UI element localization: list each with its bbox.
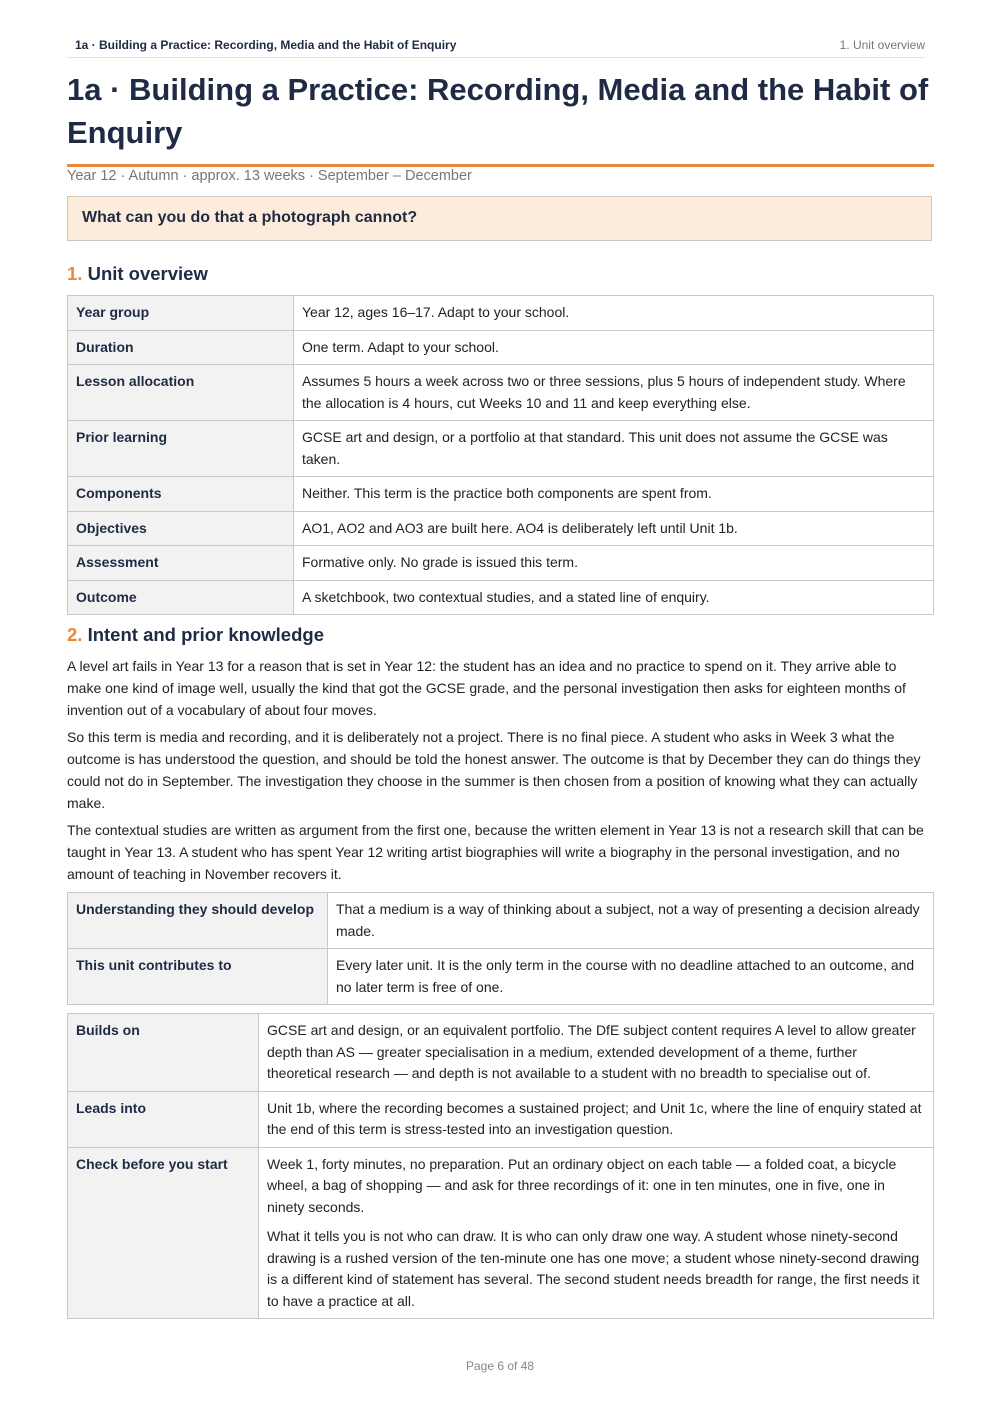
table-row [68, 365, 934, 421]
row-value: GCSE art and design, or a portfolio at that standard. This unit does not assume the GCSE was taken. [294, 421, 934, 477]
row-key: Components [68, 477, 294, 512]
row-value: One term. Adapt to your school. [294, 330, 934, 365]
paragraph: A level art fails in Year 13 for a reason that is set in Year 12: the student has an idea and no practice to spend on it. They arrive able to make one kind of image well, usually the kind that got the GCSE grade, and the personal investigation then asks for eighteen months of invention out of a vocabulary of about four moves. [67, 658, 906, 718]
row-key: Objectives [68, 511, 294, 546]
row-value: Unit 1b, where the recording becomes a sustained project; and Unit 1c, where the line of enquiry stated at the end of this term is stress-tested into an investigation question. [259, 1091, 934, 1147]
row-value: Assumes 5 hours a week across two or three sessions, plus 5 hours of independent study. Where the allocation is 4 hours, cut Weeks 10 and 11 and keep everything else. [294, 365, 934, 421]
section-title: Intent and prior knowledge [87, 624, 324, 645]
unit-meta: Year 12 · Autumn · approx. 13 weeks · September – December [67, 168, 472, 184]
row-key: Leads into [68, 1091, 259, 1147]
row-value: Neither. This term is the practice both components are spent from. [294, 477, 934, 512]
page-title: 1a · Building a Practice: Recording, Media and the Habit of Enquiry [67, 68, 934, 167]
paragraph: So this term is media and recording, and it is deliberately not a project. There is no final piece. A student who asks in Week 3 what the outcome is has understood the question, and should be told the honest answer. The outcome is that by December they can do things they could not do in September. The investigation they choose in the summer is then chosen from a position of knowing what they can actually make. [67, 729, 921, 811]
row-value: GCSE art and design, or an equivalent portfolio. The DfE subject content requires A level to allow greater depth than AS — greater specialisation in a medium, extended development of a theme, further theoretical research — and depth is not available to a student with no breadth to specialise out of. [259, 1014, 934, 1092]
paragraph: The contextual studies are written as argument from the first one, because the written element in Year 13 is not a research skill that can be taught in Year 13. A student who has spent Year 12 writing artist biographies will write a biography in the personal investigation, and no amount of teaching in November recovers it. [67, 822, 924, 882]
table-row [68, 580, 934, 615]
row-key: Check before you start [68, 1147, 259, 1319]
row-key: Assessment [68, 546, 294, 581]
table-row [68, 296, 934, 331]
table-row [68, 421, 934, 477]
section-number: 2. [67, 624, 83, 645]
row-key: This unit contributes to [68, 949, 328, 1005]
row-value: Year 12, ages 16–17. Adapt to your school. [294, 296, 934, 331]
section-number: 1. [67, 263, 83, 284]
table-row [68, 1147, 934, 1319]
row-key: Year group [68, 296, 294, 331]
table-row [68, 477, 934, 512]
table-row [68, 949, 934, 1005]
paragraph: Week 1, forty minutes, no preparation. Put an ordinary object on each table — a folded coat, a bicycle wheel, a bag of shopping — and ask for three recordings of it: one in ten minutes, one in five, one in ninety seconds. [267, 1155, 897, 1215]
row-value: A sketchbook, two contextual studies, and a stated line of enquiry. [294, 580, 934, 615]
paragraph: What it tells you is not who can draw. It is who can only draw one way. A student whose ninety-second drawing is a rushed version of the ten-minute one has one move; a student whose ninety-second drawing is a different kind of statement has several. The second student needs breadth for range, the first needs it to have a practice at all. [267, 1228, 920, 1309]
intent-paragraphs [67, 655, 934, 885]
table-row [68, 330, 934, 365]
row-value: AO1, AO2 and AO3 are built here. AO4 is deliberately left until Unit 1b. [294, 511, 934, 546]
running-header-title: 1a · Building a Practice: Recording, Media and the Habit of Enquiry [75, 38, 457, 52]
page-number: Page 6 of 48 [465, 1359, 535, 1373]
row-value: Formative only. No grade is issued this term. [294, 546, 934, 581]
running-header-section: 1. Unit overview [839, 38, 925, 52]
table-row [68, 546, 934, 581]
key-question-box: What can you do that a photograph cannot? [67, 196, 932, 241]
row-key: Lesson allocation [68, 365, 294, 421]
table-row [68, 1014, 934, 1092]
row-key: Prior learning [68, 421, 294, 477]
progression-table [67, 1013, 934, 1319]
unit-overview-table [67, 295, 934, 615]
table-row [68, 1091, 934, 1147]
row-key: Understanding they should develop [68, 893, 328, 949]
row-value: Every later unit. It is the only term in the course with no deadline attached to an outcome, and no later term is free of one. [328, 949, 934, 1005]
row-key: Outcome [68, 580, 294, 615]
row-value: That a medium is a way of thinking about a subject, not a way of presenting a decision already made. [328, 893, 934, 949]
section-heading-intent [67, 624, 324, 646]
table-row [68, 511, 934, 546]
row-key: Builds on [68, 1014, 259, 1092]
row-value [259, 1147, 934, 1319]
running-header [67, 38, 925, 58]
row-key: Duration [68, 330, 294, 365]
section-title: Unit overview [87, 263, 208, 284]
table-row [68, 893, 934, 949]
understanding-table [67, 892, 934, 1005]
section-heading-unit-overview [67, 263, 208, 285]
